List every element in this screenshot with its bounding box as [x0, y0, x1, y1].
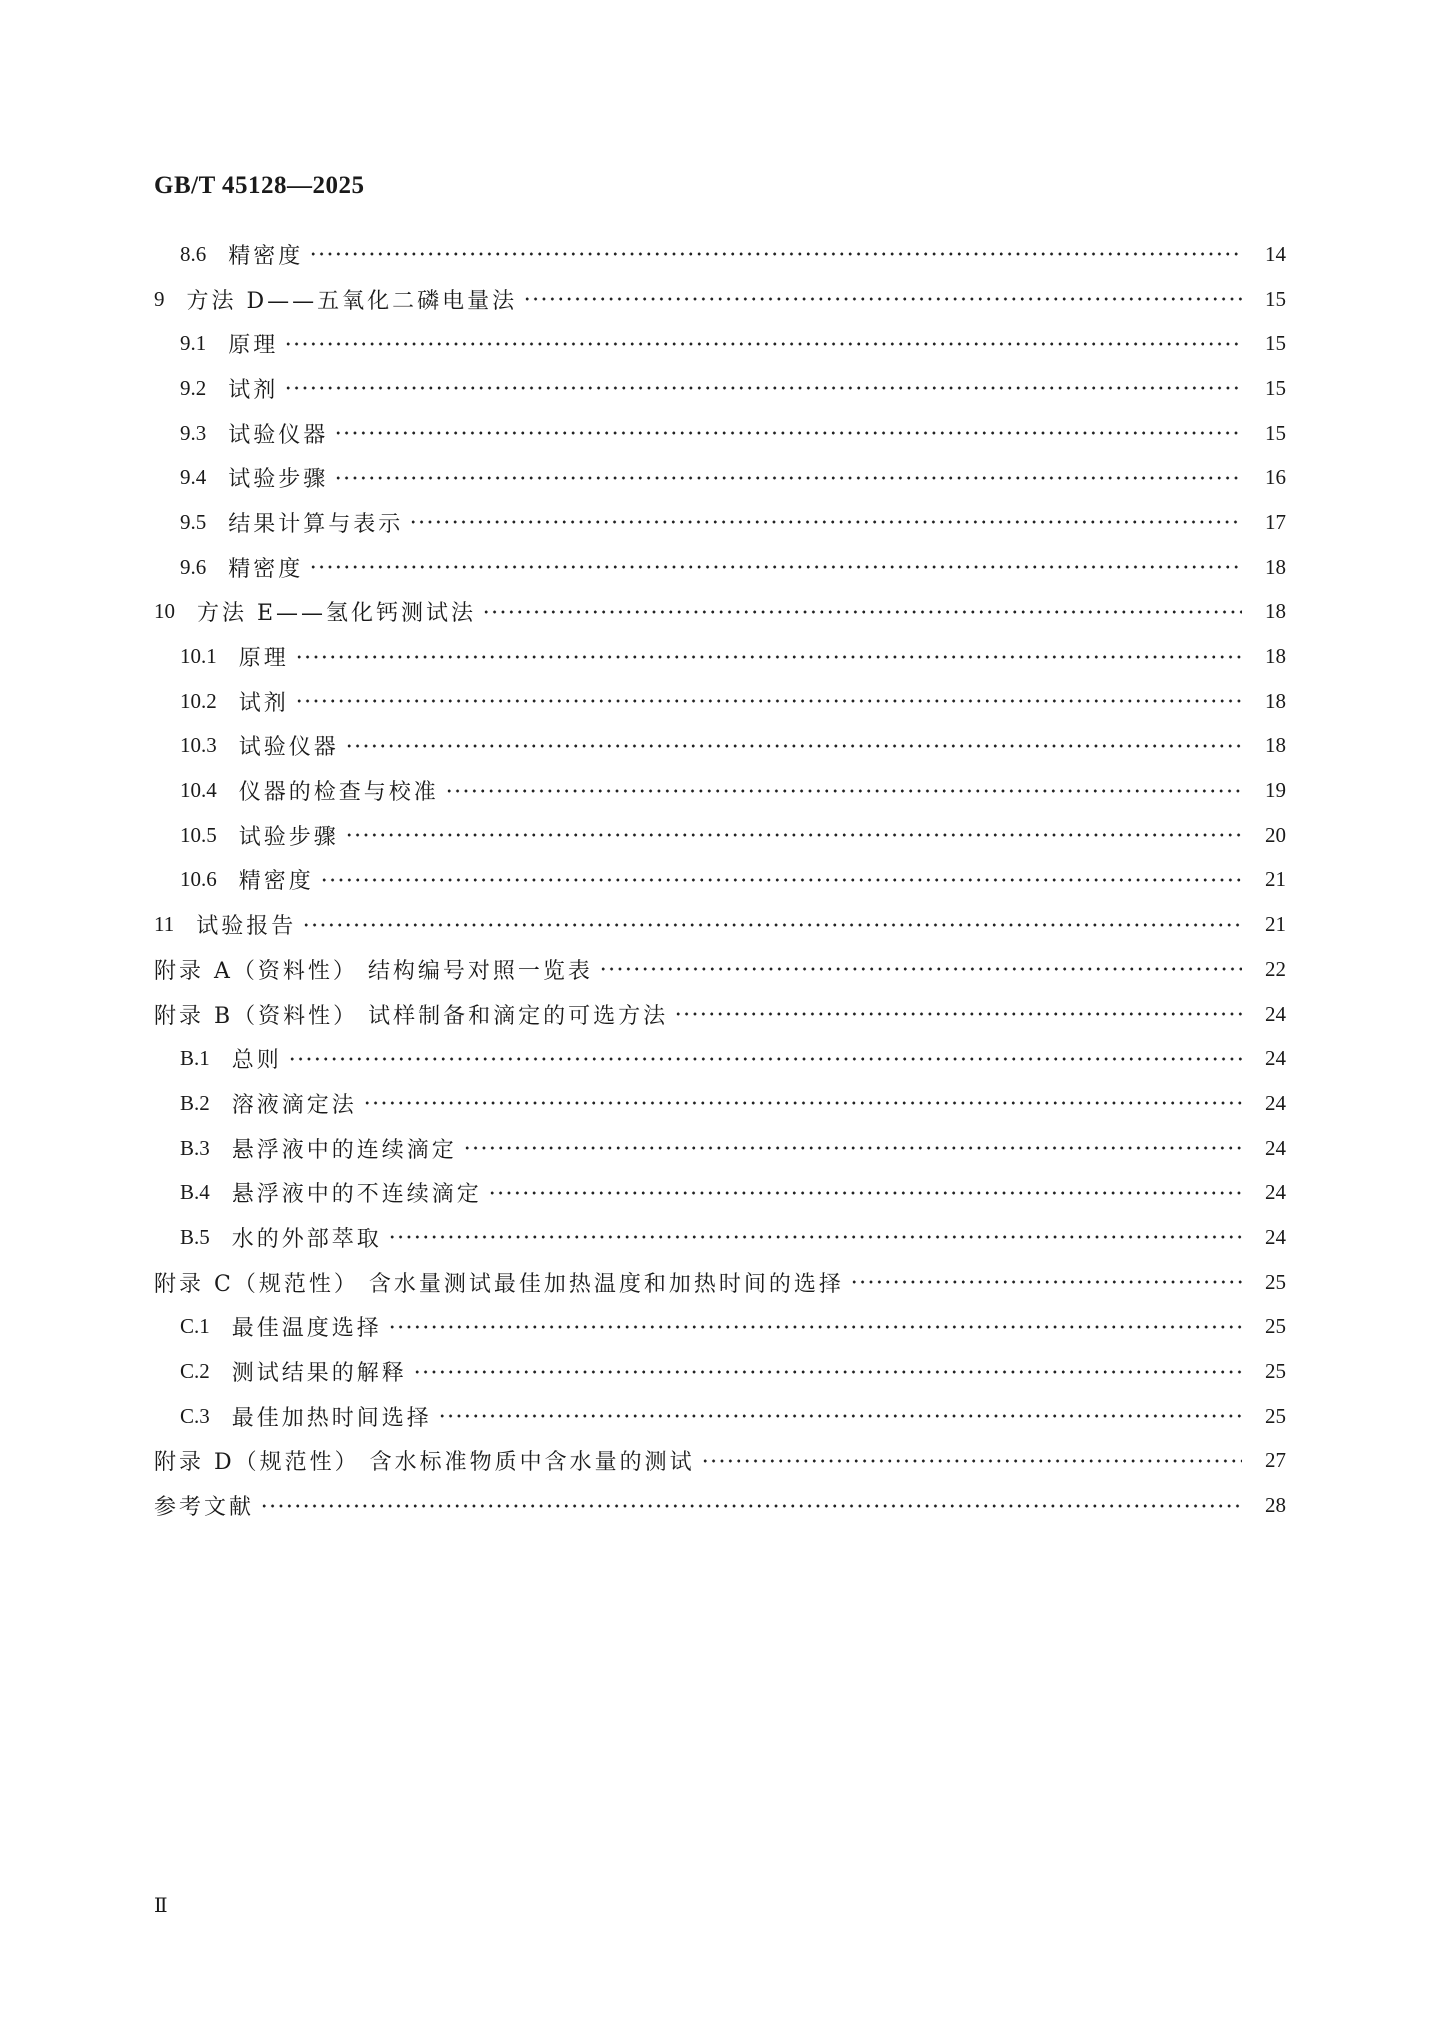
toc-entry[interactable] — [154, 947, 1286, 992]
toc-entry-title: 精密度 — [228, 556, 304, 582]
toc-entry-page: 24 — [1265, 1180, 1286, 1205]
toc-entry-number: 10.1 — [180, 644, 217, 669]
toc-entry-title: 原理 — [228, 333, 279, 359]
toc-entry-number: 9.6 — [180, 554, 207, 579]
toc-entry-number: B.2 — [180, 1090, 210, 1115]
toc-entry-title: 结果计算与表示 — [228, 511, 404, 537]
toc-entry[interactable] — [154, 1349, 1286, 1394]
toc-entry-page: 21 — [1265, 912, 1286, 937]
toc-entry-title: 水的外部萃取 — [231, 1226, 382, 1252]
toc-entry-number: 9.5 — [180, 509, 207, 534]
toc-dot-leader — [320, 869, 1242, 891]
toc-dot-leader — [413, 1361, 1242, 1383]
standard-code: GB/T 45128—2025 — [154, 172, 365, 199]
toc-entry[interactable] — [154, 1260, 1286, 1305]
toc-dot-leader — [388, 1316, 1242, 1338]
toc-entry-page: 16 — [1265, 465, 1286, 490]
toc-entry-number: B.3 — [180, 1135, 210, 1160]
toc-entry[interactable] — [154, 1394, 1286, 1439]
toc-entry-number: C.1 — [180, 1314, 210, 1339]
toc-entry-number: C.3 — [180, 1403, 210, 1428]
toc-entry-title: 附录 C（规范性） 含水量测试最佳加热温度和加热时间的选择 — [154, 1271, 844, 1297]
toc-dot-leader — [445, 780, 1242, 802]
toc-entry-number: 11 — [154, 912, 175, 937]
toc-entry-title: 悬浮液中的不连续滴定 — [231, 1182, 482, 1208]
toc-entry-number: 10.2 — [180, 688, 217, 713]
toc-entry[interactable] — [154, 321, 1286, 366]
toc-entry-number: 8.6 — [180, 241, 207, 266]
toc-entry-title: 精密度 — [238, 869, 314, 895]
toc-entry-page: 28 — [1265, 1493, 1286, 1518]
toc-entry-number: 10 — [154, 599, 175, 624]
toc-entry-title: 原理 — [238, 646, 289, 672]
toc-entry-title: 方法 D——五氧化二磷电量法 — [186, 288, 518, 314]
toc-entry-title: 试验步骤 — [228, 467, 329, 493]
toc-dot-leader — [345, 824, 1242, 846]
toc-entry[interactable] — [154, 590, 1286, 635]
toc-entry-page: 24 — [1265, 1001, 1286, 1026]
toc-dot-leader — [295, 646, 1242, 668]
toc-entry[interactable] — [154, 277, 1286, 322]
toc-entry-page: 27 — [1265, 1448, 1286, 1473]
toc-entry-number: B.1 — [180, 1046, 210, 1071]
toc-entry-title: 试验仪器 — [238, 735, 339, 761]
toc-entry-title: 测试结果的解释 — [231, 1361, 407, 1387]
toc-entry[interactable] — [154, 992, 1286, 1037]
toc-entry[interactable] — [154, 1081, 1286, 1126]
toc-dot-leader — [388, 1226, 1242, 1248]
toc-entry-page: 25 — [1265, 1403, 1286, 1428]
toc-entry-title: 附录 A（资料性） 结构编号对照一览表 — [154, 958, 593, 984]
toc-entry-number: B.5 — [180, 1224, 210, 1249]
toc-entry-number: 10.3 — [180, 733, 217, 758]
toc-entry-number: 9.2 — [180, 375, 207, 400]
toc-entry-title: 试剂 — [238, 690, 289, 716]
toc-entry-title: 总则 — [231, 1048, 282, 1074]
toc-entry[interactable] — [154, 902, 1286, 947]
toc-entry[interactable] — [154, 500, 1286, 545]
toc-entry-title: 最佳温度选择 — [231, 1316, 382, 1342]
toc-entry-page: 24 — [1265, 1135, 1286, 1160]
toc-entry-title: 仪器的检查与校准 — [238, 780, 439, 806]
toc-entry-title: 附录 B（资料性） 试样制备和滴定的可选方法 — [154, 1003, 669, 1029]
toc-dot-leader — [334, 422, 1242, 444]
toc-entry-page: 18 — [1265, 688, 1286, 713]
toc-entry[interactable] — [154, 724, 1286, 769]
toc-entry[interactable] — [154, 1036, 1286, 1081]
toc-entry-title: 试验步骤 — [238, 824, 339, 850]
toc-entry-page: 18 — [1265, 554, 1286, 579]
toc-entry[interactable] — [154, 455, 1286, 500]
toc-entry-page: 25 — [1265, 1269, 1286, 1294]
toc-dot-leader — [260, 1495, 1242, 1517]
toc-entry-title: 悬浮液中的连续滴定 — [231, 1137, 457, 1163]
toc-dot-leader — [284, 333, 1242, 355]
toc-dot-leader — [599, 958, 1242, 980]
toc-entry-page: 15 — [1265, 375, 1286, 400]
toc-dot-leader — [295, 690, 1242, 712]
toc-entry-title: 精密度 — [228, 243, 304, 269]
toc-entry-page: 21 — [1265, 867, 1286, 892]
toc-dot-leader — [309, 556, 1242, 578]
toc-entry-page: 19 — [1265, 778, 1286, 803]
toc-dot-leader — [334, 467, 1242, 489]
toc-entry-page: 15 — [1265, 286, 1286, 311]
toc-entry[interactable] — [154, 813, 1286, 858]
toc-dot-leader — [363, 1092, 1242, 1114]
toc-entry[interactable] — [154, 634, 1286, 679]
toc-entry-number: 10.6 — [180, 867, 217, 892]
toc-entry-page: 25 — [1265, 1314, 1286, 1339]
toc-entry-title: 试验仪器 — [228, 422, 329, 448]
toc-entry[interactable] — [154, 1170, 1286, 1215]
toc-dot-leader — [284, 377, 1242, 399]
toc-entry-page: 18 — [1265, 644, 1286, 669]
toc-entry-page: 24 — [1265, 1046, 1286, 1071]
toc-entry[interactable] — [154, 1483, 1286, 1528]
toc-entry-page: 17 — [1265, 509, 1286, 534]
toc-entry-number: B.4 — [180, 1180, 210, 1205]
toc-entry-title: 参考文献 — [154, 1495, 255, 1521]
table-of-contents — [154, 232, 1286, 1528]
toc-entry-number: 9 — [154, 286, 165, 311]
toc-entry-title: 溶液滴定法 — [231, 1092, 357, 1118]
toc-entry[interactable] — [154, 366, 1286, 411]
toc-dot-leader — [674, 1003, 1242, 1025]
toc-dot-leader — [438, 1405, 1242, 1427]
toc-dot-leader — [409, 511, 1242, 533]
toc-dot-leader — [463, 1137, 1242, 1159]
toc-dot-leader — [302, 914, 1242, 936]
toc-entry-title: 附录 D（规范性） 含水标准物质中含水量的测试 — [154, 1450, 695, 1476]
toc-entry-title: 最佳加热时间选择 — [231, 1405, 432, 1431]
toc-entry-page: 18 — [1265, 733, 1286, 758]
page-number: Ⅱ — [154, 1895, 168, 1917]
toc-dot-leader — [523, 288, 1242, 310]
toc-dot-leader — [701, 1450, 1242, 1472]
toc-entry-page: 14 — [1265, 241, 1286, 266]
toc-dot-leader — [309, 243, 1242, 265]
toc-entry-page: 15 — [1265, 331, 1286, 356]
toc-entry-number: 10.4 — [180, 778, 217, 803]
toc-entry-number: 9.4 — [180, 465, 207, 490]
toc-entry-title: 试剂 — [228, 377, 279, 403]
toc-dot-leader — [288, 1048, 1242, 1070]
toc-entry-title: 试验报告 — [196, 914, 297, 940]
toc-entry[interactable] — [154, 1126, 1286, 1171]
toc-entry-number: C.2 — [180, 1359, 210, 1384]
toc-entry-page: 24 — [1265, 1224, 1286, 1249]
toc-entry[interactable] — [154, 858, 1286, 903]
toc-entry[interactable] — [154, 545, 1286, 590]
toc-entry[interactable] — [154, 679, 1286, 724]
toc-entry-page: 25 — [1265, 1359, 1286, 1384]
toc-entry-number: 9.1 — [180, 331, 207, 356]
toc-dot-leader — [488, 1182, 1242, 1204]
toc-entry-title: 方法 E——氢化钙测试法 — [197, 601, 477, 627]
toc-entry[interactable] — [154, 232, 1286, 277]
toc-entry[interactable] — [154, 1215, 1286, 1260]
toc-entry[interactable] — [154, 1439, 1286, 1484]
toc-entry-page: 18 — [1265, 599, 1286, 624]
toc-dot-leader — [850, 1271, 1242, 1293]
toc-entry[interactable] — [154, 768, 1286, 813]
toc-dot-leader — [482, 601, 1242, 623]
toc-entry[interactable] — [154, 1305, 1286, 1350]
toc-entry[interactable] — [154, 411, 1286, 456]
toc-entry-page: 24 — [1265, 1090, 1286, 1115]
toc-entry-page: 22 — [1265, 956, 1286, 981]
toc-entry-number: 9.3 — [180, 420, 207, 445]
toc-dot-leader — [345, 735, 1242, 757]
toc-entry-number: 10.5 — [180, 822, 217, 847]
toc-entry-page: 20 — [1265, 822, 1286, 847]
toc-entry-page: 15 — [1265, 420, 1286, 445]
